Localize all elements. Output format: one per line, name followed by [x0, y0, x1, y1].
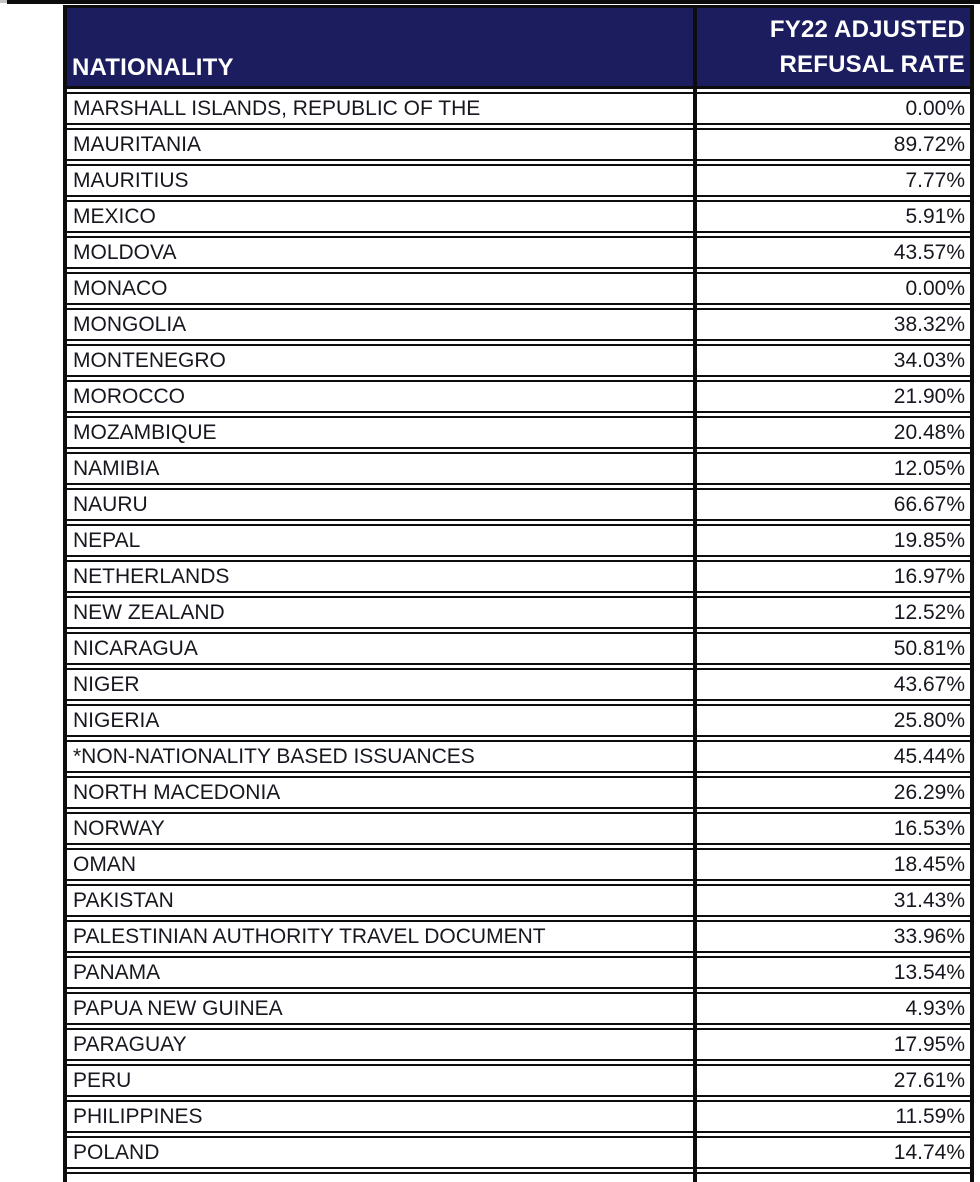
table-row — [63, 560, 974, 593]
nationality-cell: NORWAY — [73, 817, 165, 840]
nationality-cell: NIGERIA — [73, 709, 160, 732]
refusal-rate-cell: 5.91% — [905, 205, 965, 228]
nationality-cell: MAURITANIA — [73, 133, 201, 156]
table-row — [63, 164, 974, 197]
top-crop-bar-left-edge — [0, 0, 7, 3]
table-row — [63, 452, 974, 485]
table-row — [63, 524, 974, 557]
top-crop-bar — [7, 0, 980, 4]
nationality-cell: NETHERLANDS — [73, 565, 230, 588]
refusal-rate-cell: 0.00% — [905, 97, 965, 120]
refusal-rate-cell: 0.00% — [905, 277, 965, 300]
nationality-cell: *NON-NATIONALITY BASED ISSUANCES — [73, 745, 475, 768]
table-row — [63, 920, 974, 953]
nationality-cell: PAKISTAN — [73, 889, 174, 912]
refusal-rate-cell: 12.05% — [893, 457, 965, 480]
nationality-cell: PARAGUAY — [73, 1033, 187, 1056]
nationality-cell: NAMIBIA — [73, 457, 160, 480]
refusal-rate-cell: 16.53% — [893, 817, 965, 840]
table-right-border — [970, 5, 974, 1182]
table-body — [63, 92, 974, 1169]
refusal-rate-cell: 14.74% — [893, 1141, 965, 1164]
nationality-cell: PAPUA NEW GUINEA — [73, 997, 283, 1020]
refusal-rate-cell: 17.95% — [893, 1033, 965, 1056]
nationality-cell: MOZAMBIQUE — [73, 421, 217, 444]
table-row — [63, 236, 974, 269]
refusal-rate-cell: 7.77% — [905, 169, 965, 192]
refusal-rate-cell: 26.29% — [893, 781, 965, 804]
table-row — [63, 344, 974, 377]
table-row — [63, 1028, 974, 1061]
nationality-cell: PERU — [73, 1069, 132, 1092]
table-row — [63, 668, 974, 701]
refusal-rate-cell: 27.61% — [893, 1069, 965, 1092]
partial-next-row — [63, 1172, 974, 1182]
nationality-cell: MOROCCO — [73, 385, 185, 408]
refusal-rate-cell: 66.67% — [893, 493, 965, 516]
refusal-rate-cell: 43.67% — [893, 673, 965, 696]
refusal-rate-cell: 89.72% — [893, 133, 965, 156]
table-left-border — [63, 5, 67, 1182]
column-header-refusal-rate-line1: FY22 ADJUSTED — [769, 16, 965, 43]
refusal-rate-cell: 12.52% — [893, 601, 965, 624]
table-row — [63, 848, 974, 881]
table-row — [63, 128, 974, 161]
table-row — [63, 1136, 974, 1169]
refusal-rate-cell: 18.45% — [893, 853, 965, 876]
table-row — [63, 380, 974, 413]
refusal-rate-cell: 31.43% — [893, 889, 965, 912]
refusal-rate-cell: 19.85% — [893, 529, 965, 552]
table-row — [63, 200, 974, 233]
nationality-cell: MAURITIUS — [73, 169, 189, 192]
nationality-cell: OMAN — [73, 853, 136, 876]
nationality-cell: MARSHALL ISLANDS, REPUBLIC OF THE — [73, 97, 481, 120]
refusal-rate-cell: 25.80% — [893, 709, 965, 732]
refusal-rate-cell: 38.32% — [893, 313, 965, 336]
refusal-rate-cell: 11.59% — [895, 1105, 965, 1128]
refusal-rate-cell: 43.57% — [893, 241, 965, 264]
column-header-refusal-rate-line2: REFUSAL RATE — [779, 51, 965, 78]
table-row — [63, 812, 974, 845]
table-row — [63, 704, 974, 737]
nationality-cell: NAURU — [73, 493, 148, 516]
nationality-cell: MONGOLIA — [73, 313, 187, 336]
column-header-nationality: NATIONALITY — [72, 54, 234, 81]
table-row — [63, 92, 974, 125]
nationality-cell: MOLDOVA — [73, 241, 177, 264]
nationality-cell: NIGER — [73, 673, 140, 696]
table-row — [63, 956, 974, 989]
table-row — [63, 272, 974, 305]
table-row — [63, 1064, 974, 1097]
refusal-rate-cell: 45.44% — [893, 745, 965, 768]
table-row — [63, 596, 974, 629]
table-row — [63, 632, 974, 665]
refusal-rate-cell: 4.93% — [905, 997, 965, 1020]
refusal-rate-cell: 13.54% — [893, 961, 965, 984]
nationality-cell: NEW ZEALAND — [73, 601, 225, 624]
nationality-cell: POLAND — [73, 1141, 160, 1164]
table-row — [63, 488, 974, 521]
table-header-row — [63, 5, 974, 89]
nationality-cell: PHILIPPINES — [73, 1105, 203, 1128]
nationality-cell: PALESTINIAN AUTHORITY TRAVEL DOCUMENT — [73, 925, 546, 948]
nationality-cell: PANAMA — [73, 961, 161, 984]
nationality-cell: NORTH MACEDONIA — [73, 781, 281, 804]
table-row — [63, 308, 974, 341]
refusal-rate-cell: 34.03% — [893, 349, 965, 372]
nationality-cell: MONTENEGRO — [73, 349, 226, 372]
column-divider — [693, 5, 697, 1182]
refusal-rate-cell: 33.96% — [893, 925, 965, 948]
nationality-cell: NEPAL — [73, 529, 141, 552]
nationality-cell: NICARAGUA — [73, 637, 198, 660]
refusal-rate-table — [63, 5, 974, 1182]
refusal-rate-cell: 50.81% — [893, 637, 965, 660]
table-row — [63, 1100, 974, 1133]
refusal-rate-cell: 20.48% — [893, 421, 965, 444]
table-row — [63, 740, 974, 773]
nationality-cell: MEXICO — [73, 205, 156, 228]
column-header-refusal-rate — [693, 8, 974, 86]
table-row — [63, 776, 974, 809]
refusal-rate-cell: 16.97% — [893, 565, 965, 588]
nationality-cell: MONACO — [73, 277, 168, 300]
table-row — [63, 884, 974, 917]
table-row — [63, 992, 974, 1025]
table-row — [63, 416, 974, 449]
refusal-rate-cell: 21.90% — [893, 385, 965, 408]
